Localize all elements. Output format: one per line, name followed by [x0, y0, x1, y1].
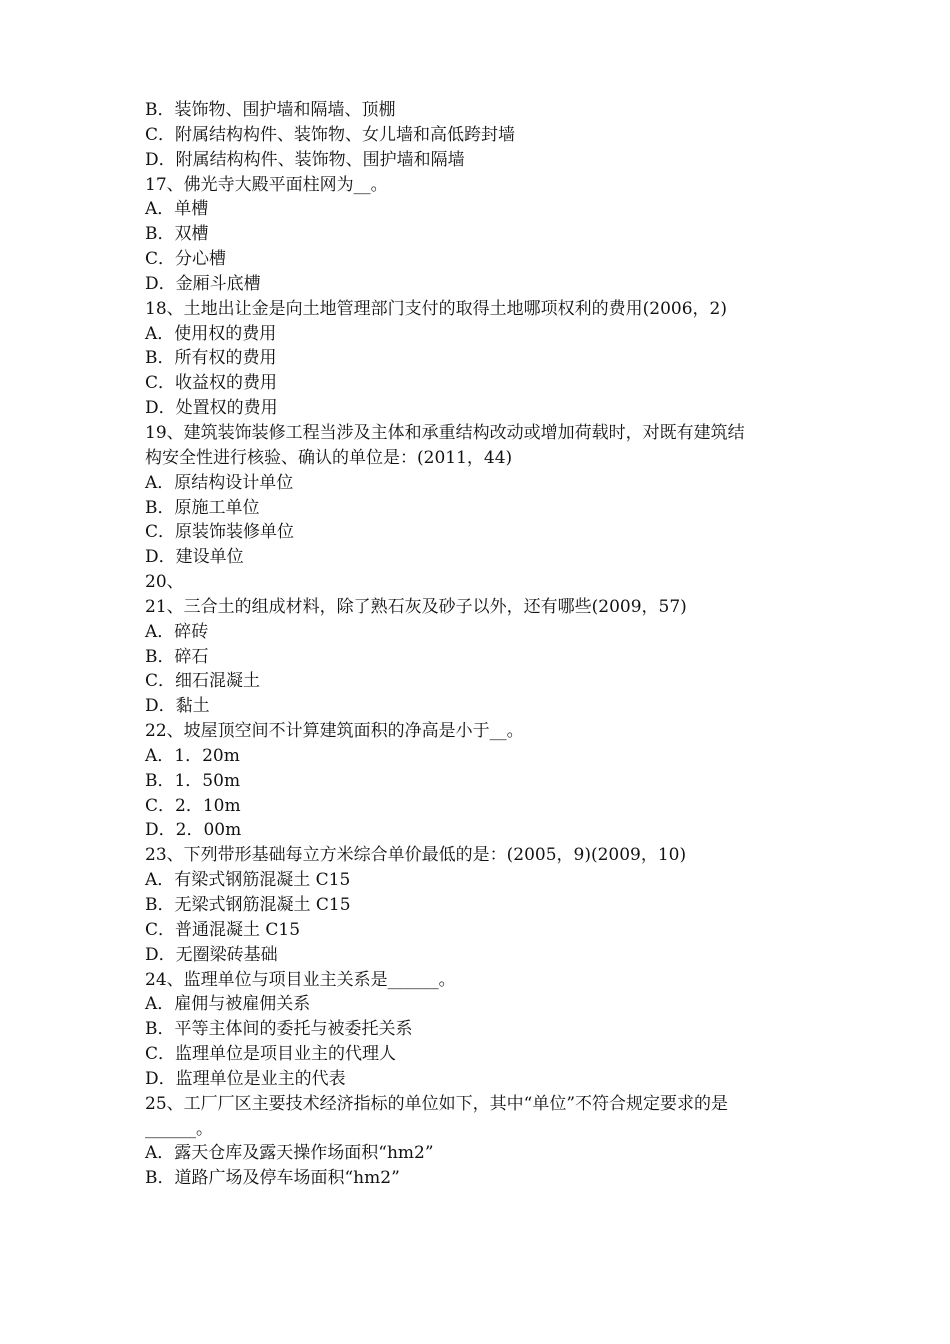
- question-18: 18、土地出让金是向土地管理部门支付的取得土地哪项权利的费用(2006，2): [145, 298, 727, 319]
- question-24: 24、监理单位与项目业主关系是______。: [145, 969, 456, 990]
- question-22: 22、坡屋顶空间不计算建筑面积的净高是小于__。: [145, 721, 524, 742]
- question-19-continued: 构安全性进行核验、确认的单位是：(2011，44): [145, 447, 513, 468]
- option-line: C．监理单位是项目业主的代理人: [145, 1044, 397, 1065]
- option-line: D．金厢斗底槽: [145, 273, 261, 294]
- option-line: C．附属结构构件、装饰物、女儿墙和高低跨封墙: [145, 124, 516, 145]
- document-body: [145, 98, 825, 1191]
- question-21: 21、三合土的组成材料，除了熟石灰及砂子以外，还有哪些(2009，57): [145, 596, 687, 617]
- option-line: D．建设单位: [145, 547, 244, 568]
- option-line: D．无圈梁砖基础: [145, 944, 278, 965]
- option-line: D．附属结构构件、装饰物、围护墙和隔墙: [145, 149, 465, 170]
- option-line: B．无梁式钢筋混凝土 C15: [145, 895, 351, 915]
- option-line: B．平等主体间的委托与被委托关系: [145, 1019, 413, 1040]
- option-line: C．收益权的费用: [145, 373, 278, 394]
- option-line: B．1．50m: [145, 770, 241, 791]
- option-line: C．2．10m: [145, 795, 241, 816]
- question-25-continued: ______。: [145, 1118, 213, 1139]
- option-line: A．有梁式钢筋混凝土 C15: [145, 870, 351, 891]
- option-line: A．碎砖: [145, 621, 209, 642]
- question-17: 17、佛光寺大殿平面柱网为__。: [145, 174, 388, 195]
- option-line: A．雇佣与被雇佣关系: [145, 994, 311, 1015]
- option-line: B．双槽: [145, 224, 209, 245]
- option-line: A．露天仓库及露天操作场面积“hm2”: [145, 1143, 434, 1164]
- option-line: C．细石混凝土: [145, 671, 261, 692]
- option-line: B．装饰物、围护墙和隔墙、顶棚: [145, 100, 396, 120]
- option-line: D．处置权的费用: [145, 398, 278, 419]
- option-line: B．所有权的费用: [145, 348, 277, 369]
- question-23: 23、下列带形基础每立方米综合单价最低的是：(2005，9)(2009，10): [145, 845, 687, 866]
- option-line: B．道路广场及停车场面积“hm2”: [145, 1168, 400, 1189]
- question-25: 25、工厂厂区主要技术经济指标的单位如下，其中“单位”不符合规定要求的是: [145, 1093, 729, 1114]
- option-line: D．监理单位是业主的代表: [145, 1068, 346, 1089]
- option-line: A．原结构设计单位: [145, 472, 294, 493]
- question-20: 20、: [145, 572, 184, 593]
- option-line: A．单槽: [145, 199, 209, 220]
- option-line: A．使用权的费用: [145, 323, 277, 344]
- option-line: C．普通混凝土 C15: [145, 919, 301, 940]
- option-line: C．原装饰装修单位: [145, 522, 295, 543]
- option-line: D．2．00m: [145, 820, 242, 841]
- question-19: 19、建筑装饰装修工程当涉及主体和承重结构改动或增加荷载时，对既有建筑结: [145, 422, 745, 443]
- option-line: D．黏土: [145, 696, 210, 717]
- option-line: A．1．20m: [145, 745, 240, 766]
- option-line: B．原施工单位: [145, 497, 260, 518]
- option-line: B．碎石: [145, 646, 209, 667]
- option-line: C．分心槽: [145, 249, 227, 270]
